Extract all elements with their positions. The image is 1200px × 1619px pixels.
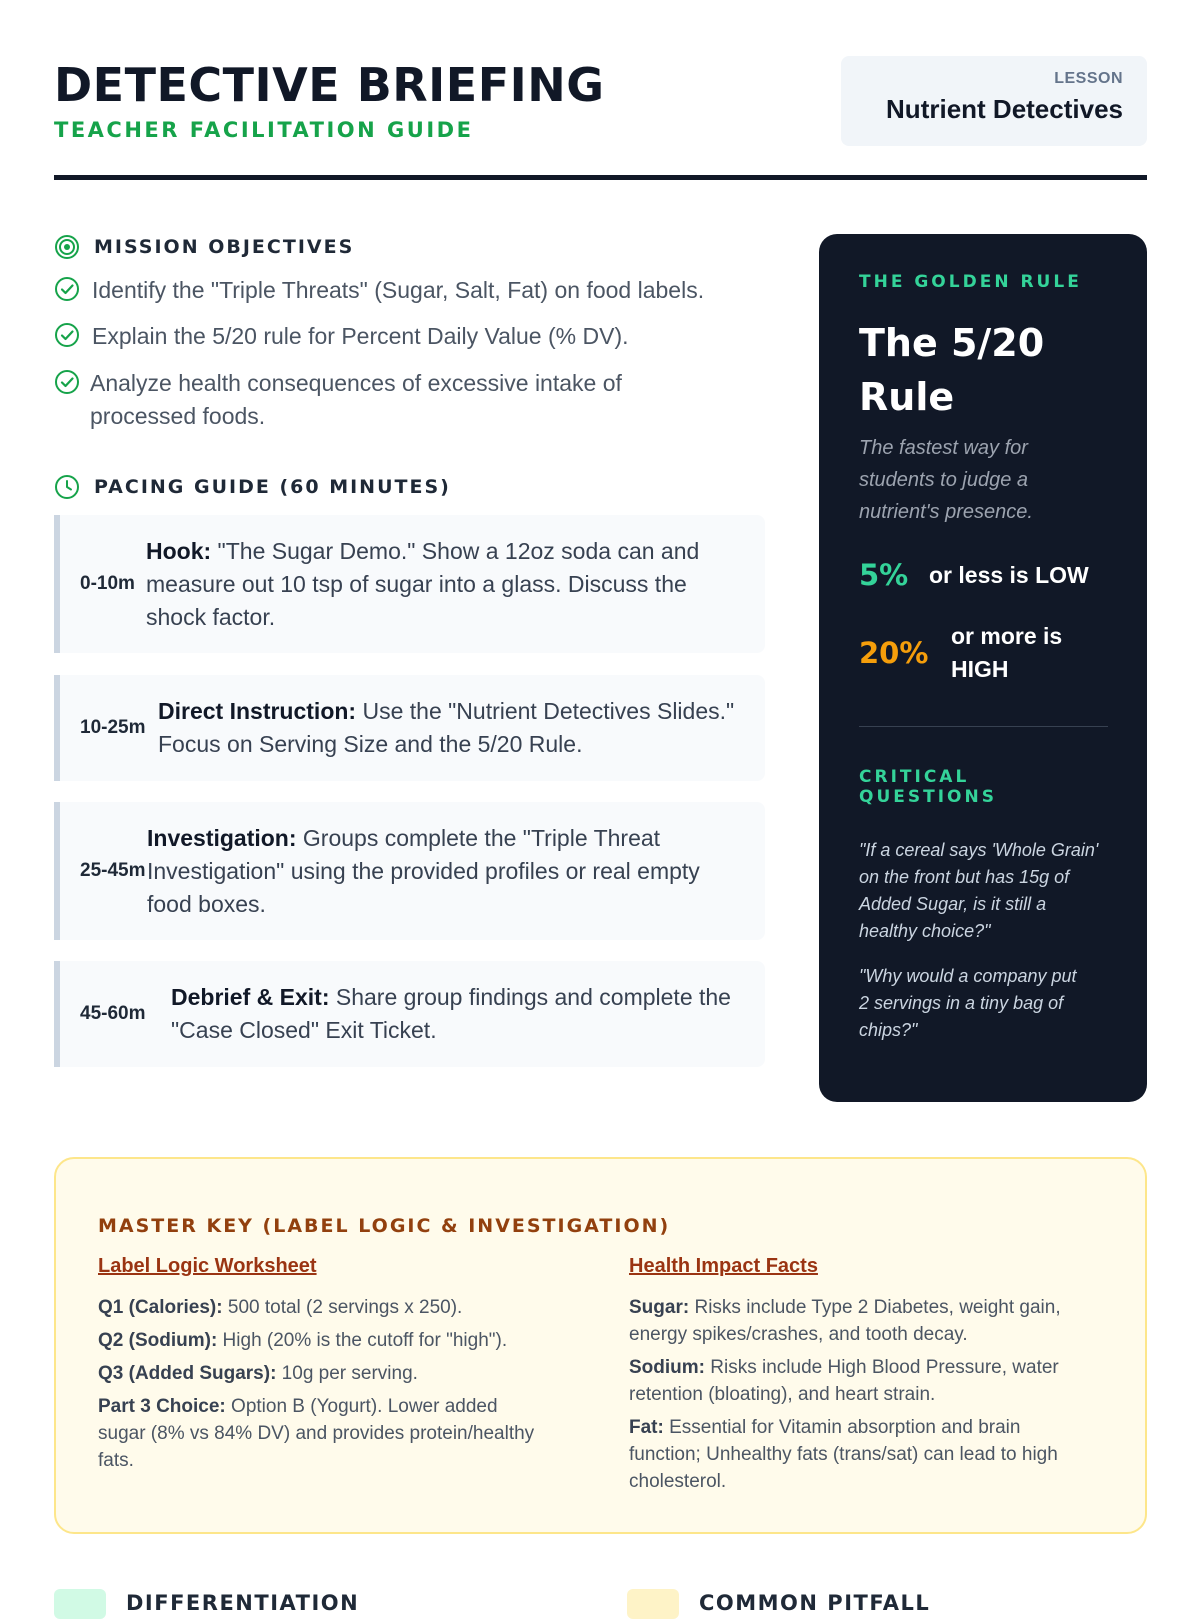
answer-label: Q3 (Added Sugars):: [98, 1363, 277, 1384]
pacing-time: 0-10m: [80, 573, 135, 594]
master-key-title: MASTER KEY (LABEL LOGIC & INVESTIGATION): [98, 1215, 671, 1237]
briefing-page: [54, 0, 1147, 1615]
pacing-description: "The Sugar Demo." Show a 12oz soda can and measure out 10 tsp of sugar into a glass. Discuss the shock factor.: [146, 537, 700, 630]
pacing-time: 45-60m: [80, 1003, 146, 1024]
pacing-time: 25-45m: [80, 860, 146, 881]
golden-rule-title: The 5/20 Rule: [859, 321, 1045, 419]
pacing-description: Use the "Nutrient Detectives Slides." Focus on Serving Size and the 5/20 Rule.: [158, 698, 735, 757]
fact-text: Essential for Vitamin absorption and brain function; Unhealthy fats (trans/sat) can lead to high cholesterol.: [629, 1417, 1058, 1492]
objective-item: [54, 367, 704, 433]
pacing-label: Debrief & Exit:: [171, 984, 330, 1010]
golden-rule-description: The fastest way for students to judge a nutrient's presence.: [859, 437, 1033, 523]
answer-item: [98, 1327, 558, 1354]
rule-low-text: or less is LOW: [929, 561, 1089, 588]
answer-text: Option B (Yogurt). Lower added sugar (8% vs 84% DV) and provides protein/healthy fats.: [98, 1396, 535, 1471]
answer-label: Part 3 Choice:: [98, 1396, 226, 1417]
golden-rule-label: THE GOLDEN RULE: [859, 272, 1082, 292]
pacing-text: [146, 535, 746, 634]
page-subtitle: TEACHER FACILITATION GUIDE: [54, 118, 474, 142]
pacing-text: [158, 695, 748, 761]
check-circle-icon: [54, 369, 80, 395]
lesson-label: LESSON: [1054, 70, 1123, 87]
header: [54, 56, 1147, 180]
pacing-item: [54, 802, 765, 940]
page-title: DETECTIVE BRIEFING: [54, 58, 605, 112]
answer-text: High (20% is the cutoff for "high").: [217, 1330, 508, 1351]
answer-item: [98, 1360, 558, 1387]
pitfall-swatch: [627, 1589, 679, 1619]
fact-text: Risks include High Blood Pressure, water retention (bloating), and heart strain.: [629, 1357, 1059, 1405]
check-circle-icon: [54, 276, 80, 302]
worksheet-title: Label Logic Worksheet: [98, 1255, 317, 1277]
pacing-label: Investigation:: [147, 824, 297, 851]
rule-low: [859, 558, 1108, 592]
objectives-title: MISSION OBJECTIVES: [94, 236, 355, 258]
answer-label: Q2 (Sodium):: [98, 1330, 218, 1351]
pacing-item: [54, 961, 765, 1067]
health-column: [629, 1255, 1109, 1495]
differentiation-title: DIFFERENTIATION: [126, 1591, 360, 1615]
critical-questions-label: CRITICAL QUESTIONS: [859, 767, 997, 807]
pacing-description: Groups complete the "Triple Threat Investigation" using the provided profiles or real empty food boxes.: [147, 824, 700, 917]
pitfall-title: COMMON PITFALL: [699, 1591, 931, 1615]
critical-question: "If a cereal says 'Whole Grain' on the front but has 15g of Added Sugar, is it still a healthy choice?": [859, 840, 1099, 941]
pitfall-header: [627, 1589, 930, 1619]
fact-label: Sodium:: [629, 1357, 705, 1378]
clock-icon: [54, 474, 80, 500]
pacing-label: Hook:: [146, 537, 212, 564]
pacing-text: [171, 981, 746, 1047]
fact-label: Sugar:: [629, 1297, 690, 1318]
objective-item: [54, 274, 774, 307]
objective-item: [54, 320, 774, 353]
worksheet-column: [98, 1255, 558, 1474]
answer-item: [98, 1294, 558, 1321]
differentiation-header: [54, 1589, 359, 1619]
differentiation-swatch: [54, 1589, 106, 1619]
pacing-header: [54, 472, 451, 502]
rule-high: [859, 620, 1108, 686]
pacing-item: [54, 675, 765, 781]
objectives-header: [54, 232, 354, 262]
answer-text: 500 total (2 servings x 250).: [222, 1297, 463, 1318]
target-icon: [54, 234, 80, 260]
check-circle-icon: [54, 322, 80, 348]
rule-high-percent: 20%: [859, 636, 929, 670]
pacing-description: Share group findings and complete the "Case Closed" Exit Ticket.: [171, 984, 731, 1043]
fact-item: [629, 1354, 1109, 1408]
fact-item: [629, 1414, 1079, 1495]
answer-item: [98, 1393, 548, 1474]
fact-label: Fat:: [629, 1417, 664, 1438]
master-key-panel: [54, 1157, 1147, 1534]
rule-low-percent: 5%: [859, 558, 909, 592]
lesson-name: Nutrient Detectives: [886, 94, 1123, 124]
rule-high-text: or more is HIGH: [951, 623, 1063, 682]
pacing-text: [147, 822, 747, 921]
pacing-time: 10-25m: [80, 717, 146, 738]
card-divider: [859, 726, 1108, 727]
pacing-title: PACING GUIDE (60 MINUTES): [94, 476, 451, 498]
objective-text: Identify the "Triple Threats" (Sugar, Salt, Fat) on food labels.: [92, 277, 705, 303]
health-title: Health Impact Facts: [629, 1255, 818, 1277]
objective-text: Explain the 5/20 rule for Percent Daily Value (% DV).: [92, 323, 629, 349]
fact-text: Risks include Type 2 Diabetes, weight gain, energy spikes/crashes, and tooth decay.: [629, 1297, 1061, 1345]
pacing-item: [54, 515, 765, 653]
objective-text: Analyze health consequences of excessive intake of processed foods.: [90, 370, 622, 429]
answer-label: Q1 (Calories):: [98, 1297, 223, 1318]
critical-question: "Why would a company put 2 servings in a tiny bag of chips?": [859, 966, 1077, 1040]
answer-text: 10g per serving.: [276, 1363, 418, 1384]
fact-item: [629, 1294, 1069, 1348]
lesson-badge: [841, 56, 1147, 146]
pacing-label: Direct Instruction:: [158, 698, 357, 724]
golden-rule-card: [819, 234, 1147, 1102]
